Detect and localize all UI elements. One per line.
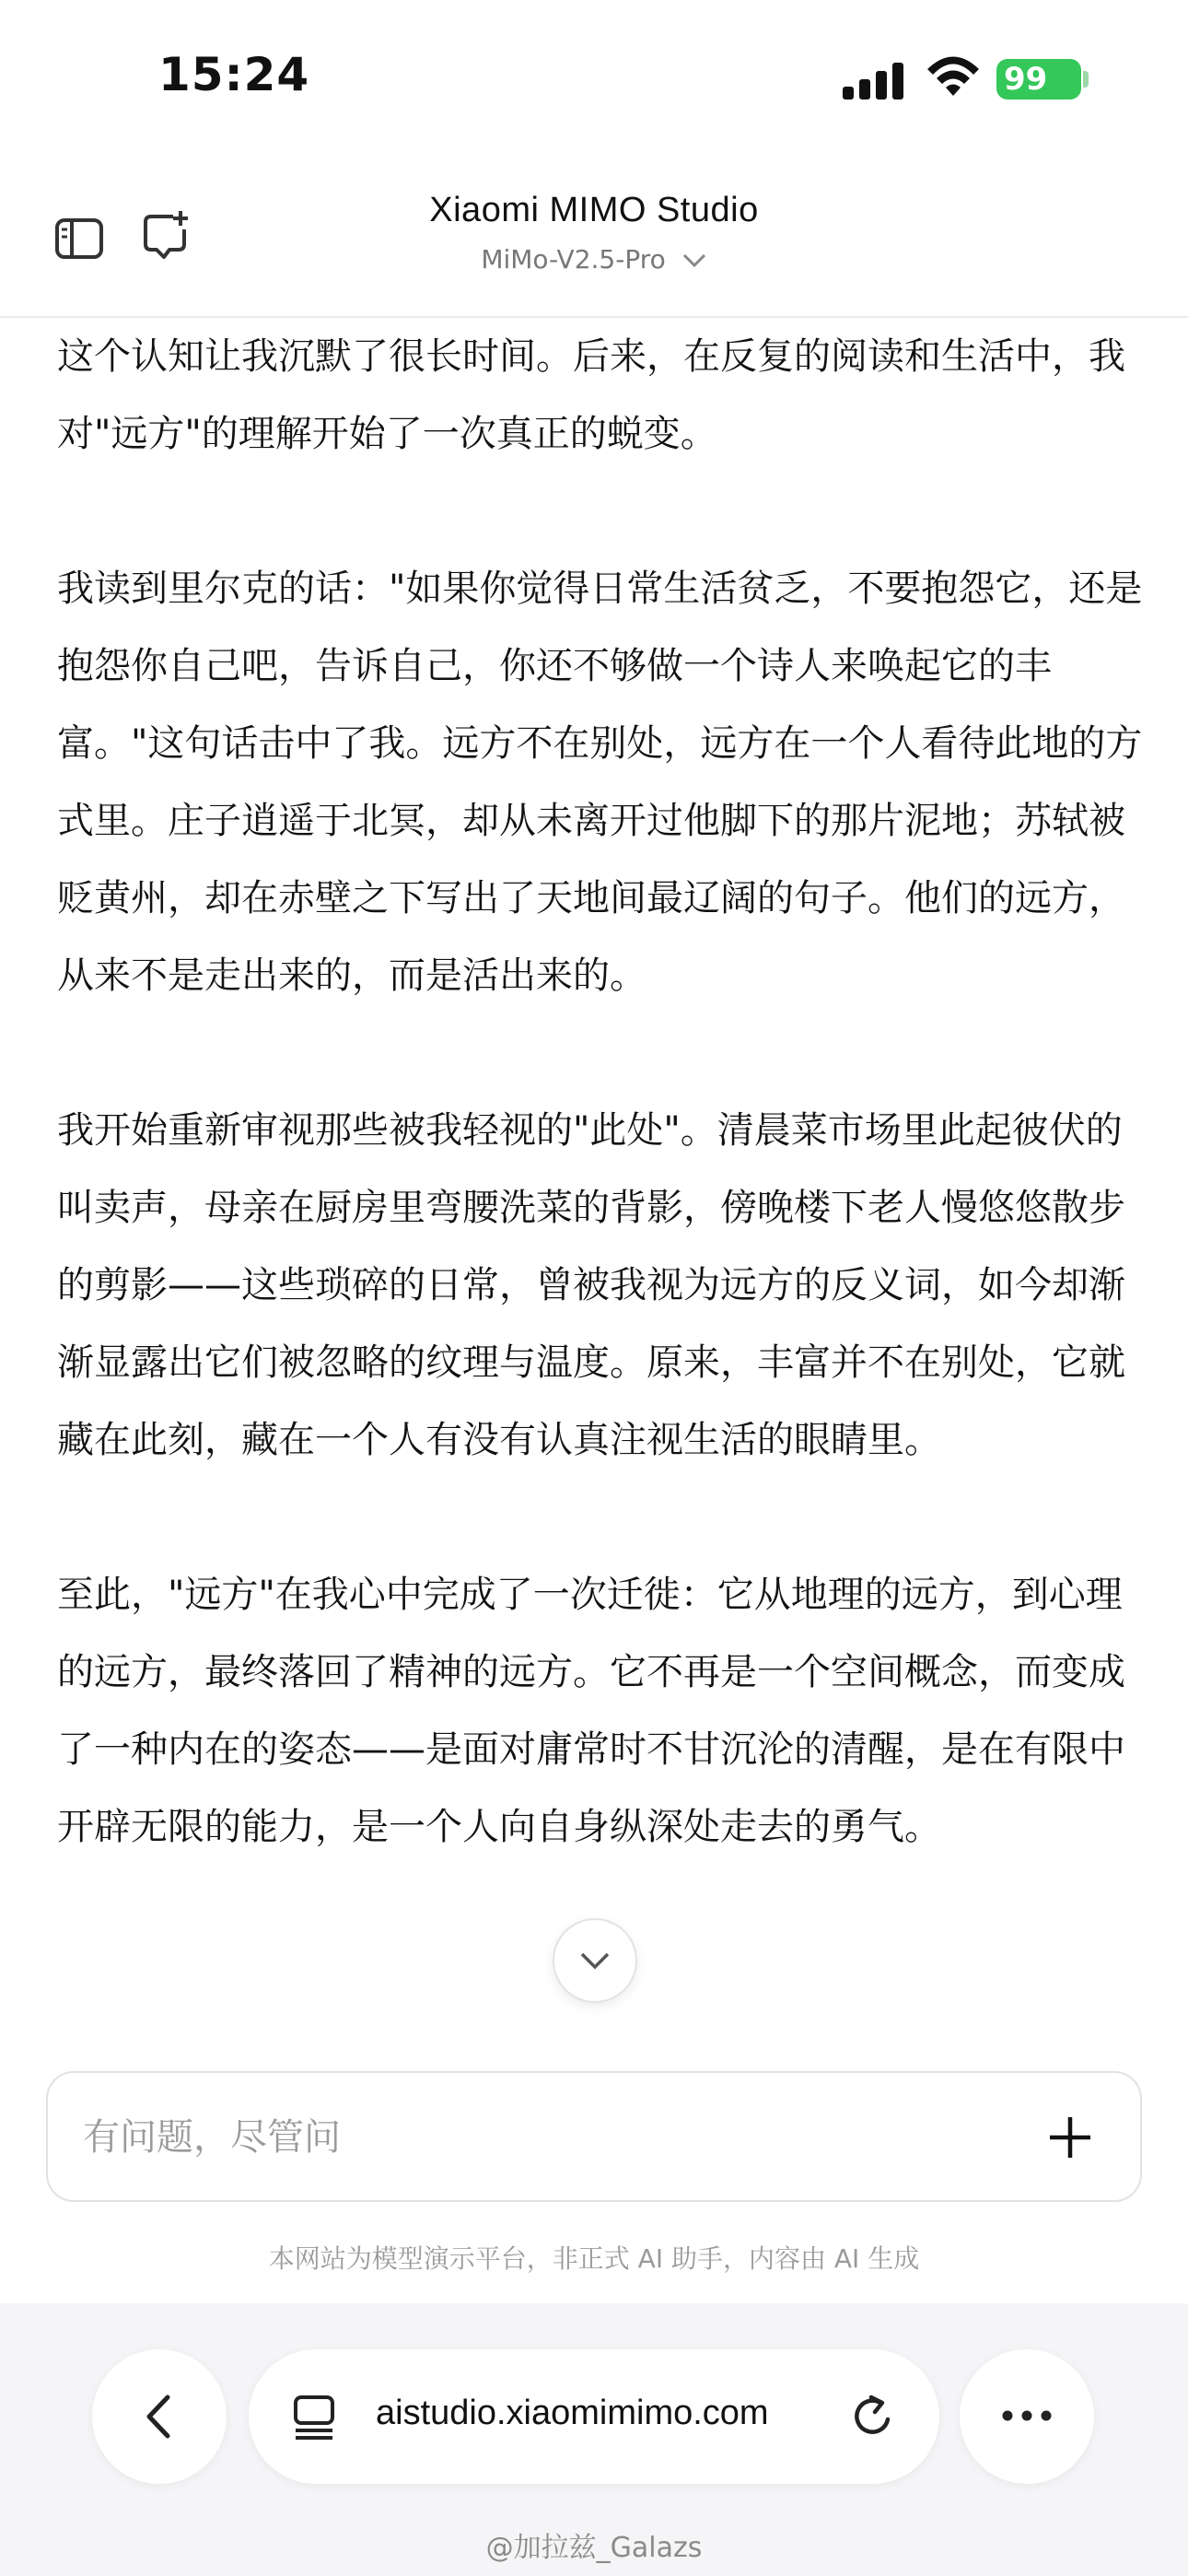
chat-input-box <box>46 2071 1142 2202</box>
battery-indicator <box>996 59 1081 100</box>
model-selector[interactable] <box>0 244 1188 275</box>
url-text: aistudio.xiaomimimo.com <box>376 2394 769 2432</box>
model-name: MiMo-V2.5-Pro <box>481 244 666 275</box>
reload-icon[interactable] <box>847 2392 897 2441</box>
more-icon <box>1000 2408 1054 2423</box>
paragraph: 我开始重新审视那些被我轻视的"此处"。清晨菜市场里此起彼伏的叫卖声，母亲在厨房里弯腰洗菜的背影，傍晚楼下老人慢悠悠散步的剪影——这些琐碎的日常，曾被我视为远方的反义词，如今却渐渐显露出它们被忽略的纹理与温度。原来，丰富并不在别处，它就藏在此刻，藏在一个人有没有认真注视生活的眼睛里。 <box>57 1109 1125 1461</box>
battery-level: 99 <box>1004 61 1048 98</box>
cellular-signal-icon <box>843 63 905 100</box>
paragraph: 这个认知让我沉默了很长时间。后来，在反复的阅读和生活中，我对"远方"的理解开始了一次真正的蜕变。 <box>57 335 1125 455</box>
wifi-icon <box>926 55 981 100</box>
battery-nub <box>1083 71 1089 88</box>
tabs-icon <box>289 2392 339 2441</box>
watermark: @加拉兹_Galazs <box>485 2532 703 2564</box>
scroll-to-bottom-button[interactable] <box>553 1918 637 2003</box>
status-time: 15:24 <box>158 48 310 101</box>
chevron-down-icon <box>681 252 707 270</box>
disclaimer: 本网站为模型演示平台，非正式 AI 助手，内容由 AI 生成 <box>268 2243 920 2274</box>
back-button[interactable] <box>92 2349 227 2484</box>
paragraph: 我读到里尔克的话："如果你觉得日常生活贫乏，不要抱怨它，还是抱怨你自己吧，告诉自己，你还不够做一个诗人来唤起它的丰富。"这句话击中了我。远方不在别处，远方在一个人看待此地的方式里。庄子逍遥于北冥，却从未离开过他脚下的那片泥地；苏轼被贬黄州，却在赤壁之下写出了天地间最辽阔的句子。他们的远方，从来不是走出来的，而是活出来的。 <box>57 568 1143 997</box>
chat-input[interactable] <box>81 2073 1006 2202</box>
status-bar <box>0 0 1188 161</box>
plus-icon[interactable] <box>1042 2110 1098 2165</box>
back-icon <box>138 2392 181 2441</box>
app-title: Xiaomi MIMO Studio <box>429 191 759 229</box>
address-bar[interactable] <box>249 2349 939 2484</box>
chevron-down-icon <box>578 1950 611 1972</box>
app-header <box>0 161 1188 318</box>
more-button[interactable] <box>960 2349 1094 2484</box>
response-content <box>57 318 1144 2068</box>
paragraph: 至此，"远方"在我心中完成了一次迁徙：它从地理的远方，到心理的远方，最终落回了精神的远方。它不再是一个空间概念，而变成了一种内在的姿态——是面对庸常时不甘沉沦的清醒，是在有限中开辟无限的能力，是一个人向自身纵深处走去的勇气。 <box>57 1574 1125 1848</box>
